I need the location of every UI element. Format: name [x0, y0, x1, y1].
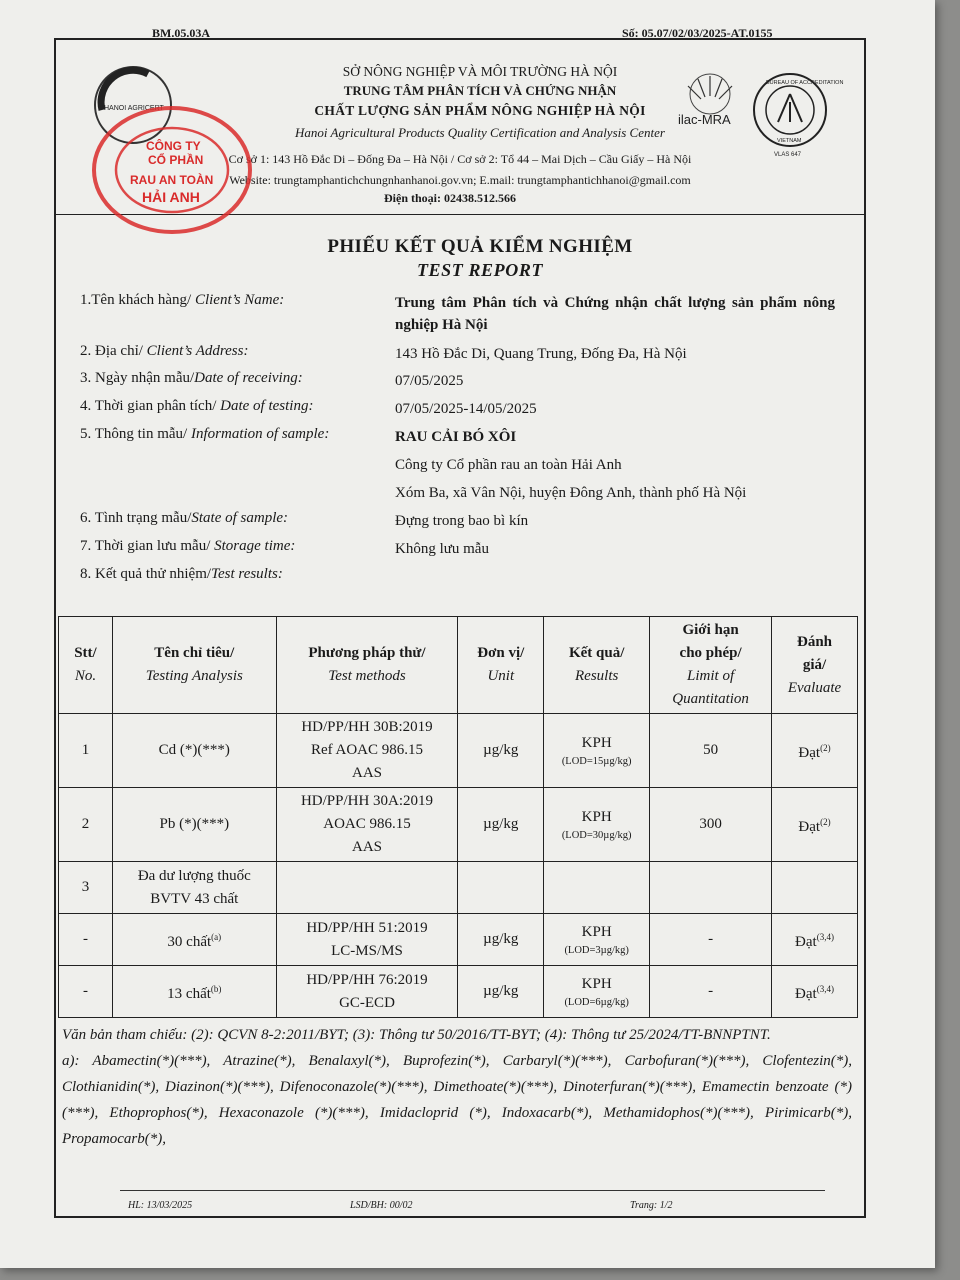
table-cell: 2: [59, 788, 113, 862]
table-cell: 30 chất$^{(a)}$: [112, 914, 276, 966]
header-department: SỞ NÔNG NGHIỆP VÀ MÔI TRƯỜNG HÀ NỘI: [342, 64, 618, 79]
table-row: [59, 966, 858, 1018]
table-cell: 300: [650, 788, 772, 862]
svg-text:CỔ PHẦN: CỔ PHẦN: [148, 153, 204, 167]
table-cell: KPH (LOD=15µg/kg): [544, 714, 650, 788]
header-evaluate: Đánh giá/ Evaluate: [772, 617, 858, 714]
header-limit: Giới hạn cho phép/ Limit of Quantitation: [650, 617, 772, 714]
form-code: BM.05.03A: [152, 26, 210, 40]
table-cell: Cd (*)(***): [112, 714, 276, 788]
table-cell: Đạt$^{(3,4)}$: [772, 966, 858, 1018]
svg-text:HANOI AGRICERT: HANOI AGRICERT: [104, 105, 164, 112]
svg-text:VIETNAM: VIETNAM: [777, 138, 802, 144]
table-cell: KPH (LOD=30µg/kg): [544, 788, 650, 862]
table-cell: -: [650, 966, 772, 1018]
boa-accreditation-logo: [750, 70, 844, 160]
table-cell: Đạt$^{(2)}$: [772, 788, 858, 862]
table-cell: µg/kg: [458, 966, 544, 1018]
table-cell: HD/PP/HH 51:2019 LC-MS/MS: [276, 914, 458, 966]
table-cell: HD/PP/HH 30B:2019 Ref AOAC 986.15 AAS: [276, 714, 458, 788]
ilac-mra-logo: [670, 68, 750, 132]
report-title-english: TEST REPORT: [416, 260, 544, 280]
table-cell: HD/PP/HH 76:2019 GC-ECD: [276, 966, 458, 1018]
footer-page-number: Trang: 1/2: [630, 1200, 673, 1211]
table-cell: µg/kg: [458, 714, 544, 788]
table-row: [59, 914, 858, 966]
header-unit: Đơn vị/ Unit: [458, 617, 544, 714]
reference-documents: Văn bản tham chiếu: (2): QCVN 8-2:2011/BYT; (3): Thông tư 50/2016/TT-BYT; (4): Thông tư 25/2024/TT-BNNPTNT.: [62, 1027, 771, 1043]
table-row: [59, 862, 858, 914]
table-cell: -: [59, 966, 113, 1018]
table-cell: Đạt$^{(3,4)}$: [772, 914, 858, 966]
svg-text:BUREAU OF ACCREDITATION: BUREAU OF ACCREDITATION: [766, 80, 844, 86]
table-cell: µg/kg: [458, 788, 544, 862]
document-page: BM.05.03A Số: 05.07/02/03/2025-AT.0155 HANOI AGRICERT SỞ NÔNG NGHIỆP VÀ MÔI TRƯỜNG HÀ NỘI TRUNG TÂM PHÂN TÍCH VÀ CHỨNG NHẬN CHẤT LƯỢNG SẢN PHẨM NÔNG NGHIỆP HÀ NỘI Hanoi Agricultural Products Quality Certification and Analysis Center Cơ sở 1: 143 Hồ Đắc Di – Đống Đa – Hà Nội / Cơ sở 2: Tổ 44 – Mai Dịch – Cầu Giấy – Hà Nội Website: trungtamphantichchungnhanhanoi.gov.vn; E.mail: trungtamphantichhanoi@gmail.com Điện thoại: 02438.512.566 ilac-MRA BUREAU OF ACCREDITATION VIETNAM VLAS 647 CÔNG TY CỔ PHẦN RAU AN TOÀN HẢI ANH PHIẾU KẾT QUẢ KIỂM NGHIỆM TEST REPORT 1.Tên khách hàng/ Client’s Name: Trung tâm Phân tích và Chứng nhận chất lượng sản phẩm nông nghiệp Hà Nội 2. Địa chỉ/ Client’s Address: 143 Hồ Đắc Di, Quang Trung, Đống Đa, Hà Nội 3. Ngày nhận mẫu/Date of receiving: 07/05/2025 4. Thời gian phân tích/ Date of testing: 07/05/2025-14/05/2025 5. Thông tin mẫu/ Information of sample: RAU CẢI BÓ XÔI Công ty Cổ phần rau an toàn Hải Anh Xóm Ba, xã Vân Nội, huyện Đông Anh, thành phố Hà Nội 6. Tình trạng mẫu/State of sample: Đựng trong bao bì kín 7. Thời gian lưu mẫu/ Storage time: Không lưu mẫu 8. Kết quả thử nhiệm/Test results: Stt/ No. Tên chỉ tiêu/ Testing Analysis Phương pháp thử/ Test methods Đơn vị/ Unit Kết quả/ Results Giới hạn cho phép/ Limit of Quantitation Đánh giá/ Evaluate 1 Cd (*)(***) HD/PP/HH 30B:2019 Ref AOAC 986.15 AAS µg/kg KPH (LOD=15µg/kg) 50 Đạt$^{(2)}$ 2 Pb (*)(***) HD/PP/HH 30A:2019 AOAC 986.15 AAS µg/kg KPH (LOD=30µg/kg) 300 Đạt$^{(2)}$ 3 Đa dư lượng thuốc BVTV 43 chất - 30 chất$^{(a)}$ HD/PP/HH 51:2019 LC-MS/MS µg/kg KPH (LOD=3µg/kg) - Đạt$^{(3,4)}$ - 13 chất$^{(b)}$ HD/PP/HH 76:2019 GC-ECD µg/kg KPH (LOD=6µg/kg) - Đạt$^{(3,4)}$ Văn bản tham chiếu: (2): QCVN 8-2:2011/BYT; (3): Thông tư 50/2016/TT-BYT; (4): Thông tư 25/2024/TT-BNNPTNT. a): Abamectin(*)(***), Atrazine(*), Benalaxyl(*), Buprofezin(*), Carbaryl(*)(***), Carbofuran(*)(***), Clofentezin(*), Clothianidin(*), Diazinon(*)(***), Difenoconazole(*)(***), Dimethoate(*)(***), Dinoterfuran(*)(***), Emamectin benzoate (*)(***), Ethoprophos(*), Hexaconazole (*)(***), Imidacloprid (*), Indoxacarb(*), Methamidophos(*)(***), Pirimicarb(*), Propamocarb(*), HL: 13/03/2025 LSD/BH: 00/02 Trang: 1/2: [0, 0, 935, 1268]
header-center-line2: CHẤT LƯỢNG SẢN PHẨM NÔNG NGHIỆP HÀ NỘI: [314, 103, 646, 118]
footer-divider: [120, 1190, 825, 1191]
table-cell: 13 chất$^{(b)}$: [112, 966, 276, 1018]
table-cell: KPH (LOD=6µg/kg): [544, 966, 650, 1018]
table-cell: -: [650, 914, 772, 966]
header-center-line1: TRUNG TÂM PHÂN TÍCH VÀ CHỨNG NHẬN: [343, 83, 617, 98]
table-cell: [650, 862, 772, 914]
svg-text:RAU AN TOÀN: RAU AN TOÀN: [130, 173, 214, 187]
table-cell: µg/kg: [458, 914, 544, 966]
table-cell: 50: [650, 714, 772, 788]
table-cell: HD/PP/HH 30A:2019 AOAC 986.15 AAS: [276, 788, 458, 862]
footer-effective-date: HL: 13/03/2025: [128, 1200, 193, 1211]
reference-notes: [62, 1022, 852, 1152]
table-row: [59, 788, 858, 862]
footer-revision: LSD/BH: 00/02: [350, 1200, 413, 1211]
table-cell: 1: [59, 714, 113, 788]
table-cell: [458, 862, 544, 914]
table-cell: -: [59, 914, 113, 966]
table-cell: [772, 862, 858, 914]
table-cell: [276, 862, 458, 914]
results-table: [58, 616, 858, 1018]
header-website: Website: trungtamphantichchungnhanhanoi.gov.vn; E.mail: trungtamphantichhanoi@gmail.com: [229, 173, 691, 187]
table-cell: Pb (*)(***): [112, 788, 276, 862]
header-method: Phương pháp thử/ Test methods: [276, 617, 458, 714]
table-cell: Đa dư lượng thuốc BVTV 43 chất: [112, 862, 276, 914]
table-cell: Đạt$^{(2)}$: [772, 714, 858, 788]
compound-list-a: a): Abamectin(*)(***), Atrazine(*), Benalaxyl(*), Buprofezin(*), Carbaryl(*)(***), Carbofuran(*)(***), Clofentezin(*), Clothianidin(*), Diazinon(*)(***), Difenoconazole(*)(***), Dimethoate(*)(***), Dinoterfuran(*)(***), Emamectin benzoate (*)(***), Ethoprophos(*), Hexaconazole (*)(***), Imidacloprid (*), Indoxacarb(*), Methamidophos(*)(***), Pirimicarb(*), Propamocarb(*),: [62, 1053, 852, 1147]
header-no: Stt/ No.: [59, 617, 113, 714]
header-analysis: Tên chỉ tiêu/ Testing Analysis: [112, 617, 276, 714]
company-red-stamp: [88, 102, 256, 240]
header-phone: Điện thoại: 02438.512.566: [384, 191, 516, 205]
table-header-row: [59, 617, 858, 714]
svg-text:CÔNG TY: CÔNG TY: [146, 139, 201, 153]
document-number: Số: 05.07/02/03/2025-AT.0155: [622, 26, 773, 40]
svg-text:ilac-MRA: ilac-MRA: [678, 112, 731, 127]
header-result: Kết quả/ Results: [544, 617, 650, 714]
svg-text:HẢI ANH: HẢI ANH: [142, 189, 200, 205]
table-cell: 3: [59, 862, 113, 914]
report-title-vietnamese: PHIẾU KẾT QUẢ KIỂM NGHIỆM: [327, 236, 633, 257]
header-center-english: Hanoi Agricultural Products Quality Certification and Analysis Center: [295, 125, 665, 140]
table-row: [59, 714, 858, 788]
svg-text:VLAS 647: VLAS 647: [774, 152, 802, 158]
header-address: Cơ sở 1: 143 Hồ Đắc Di – Đống Đa – Hà Nội / Cơ sở 2: Tổ 44 – Mai Dịch – Cầu Giấy – Hà Nội: [228, 152, 692, 166]
table-cell: KPH (LOD=3µg/kg): [544, 914, 650, 966]
table-cell: [544, 862, 650, 914]
